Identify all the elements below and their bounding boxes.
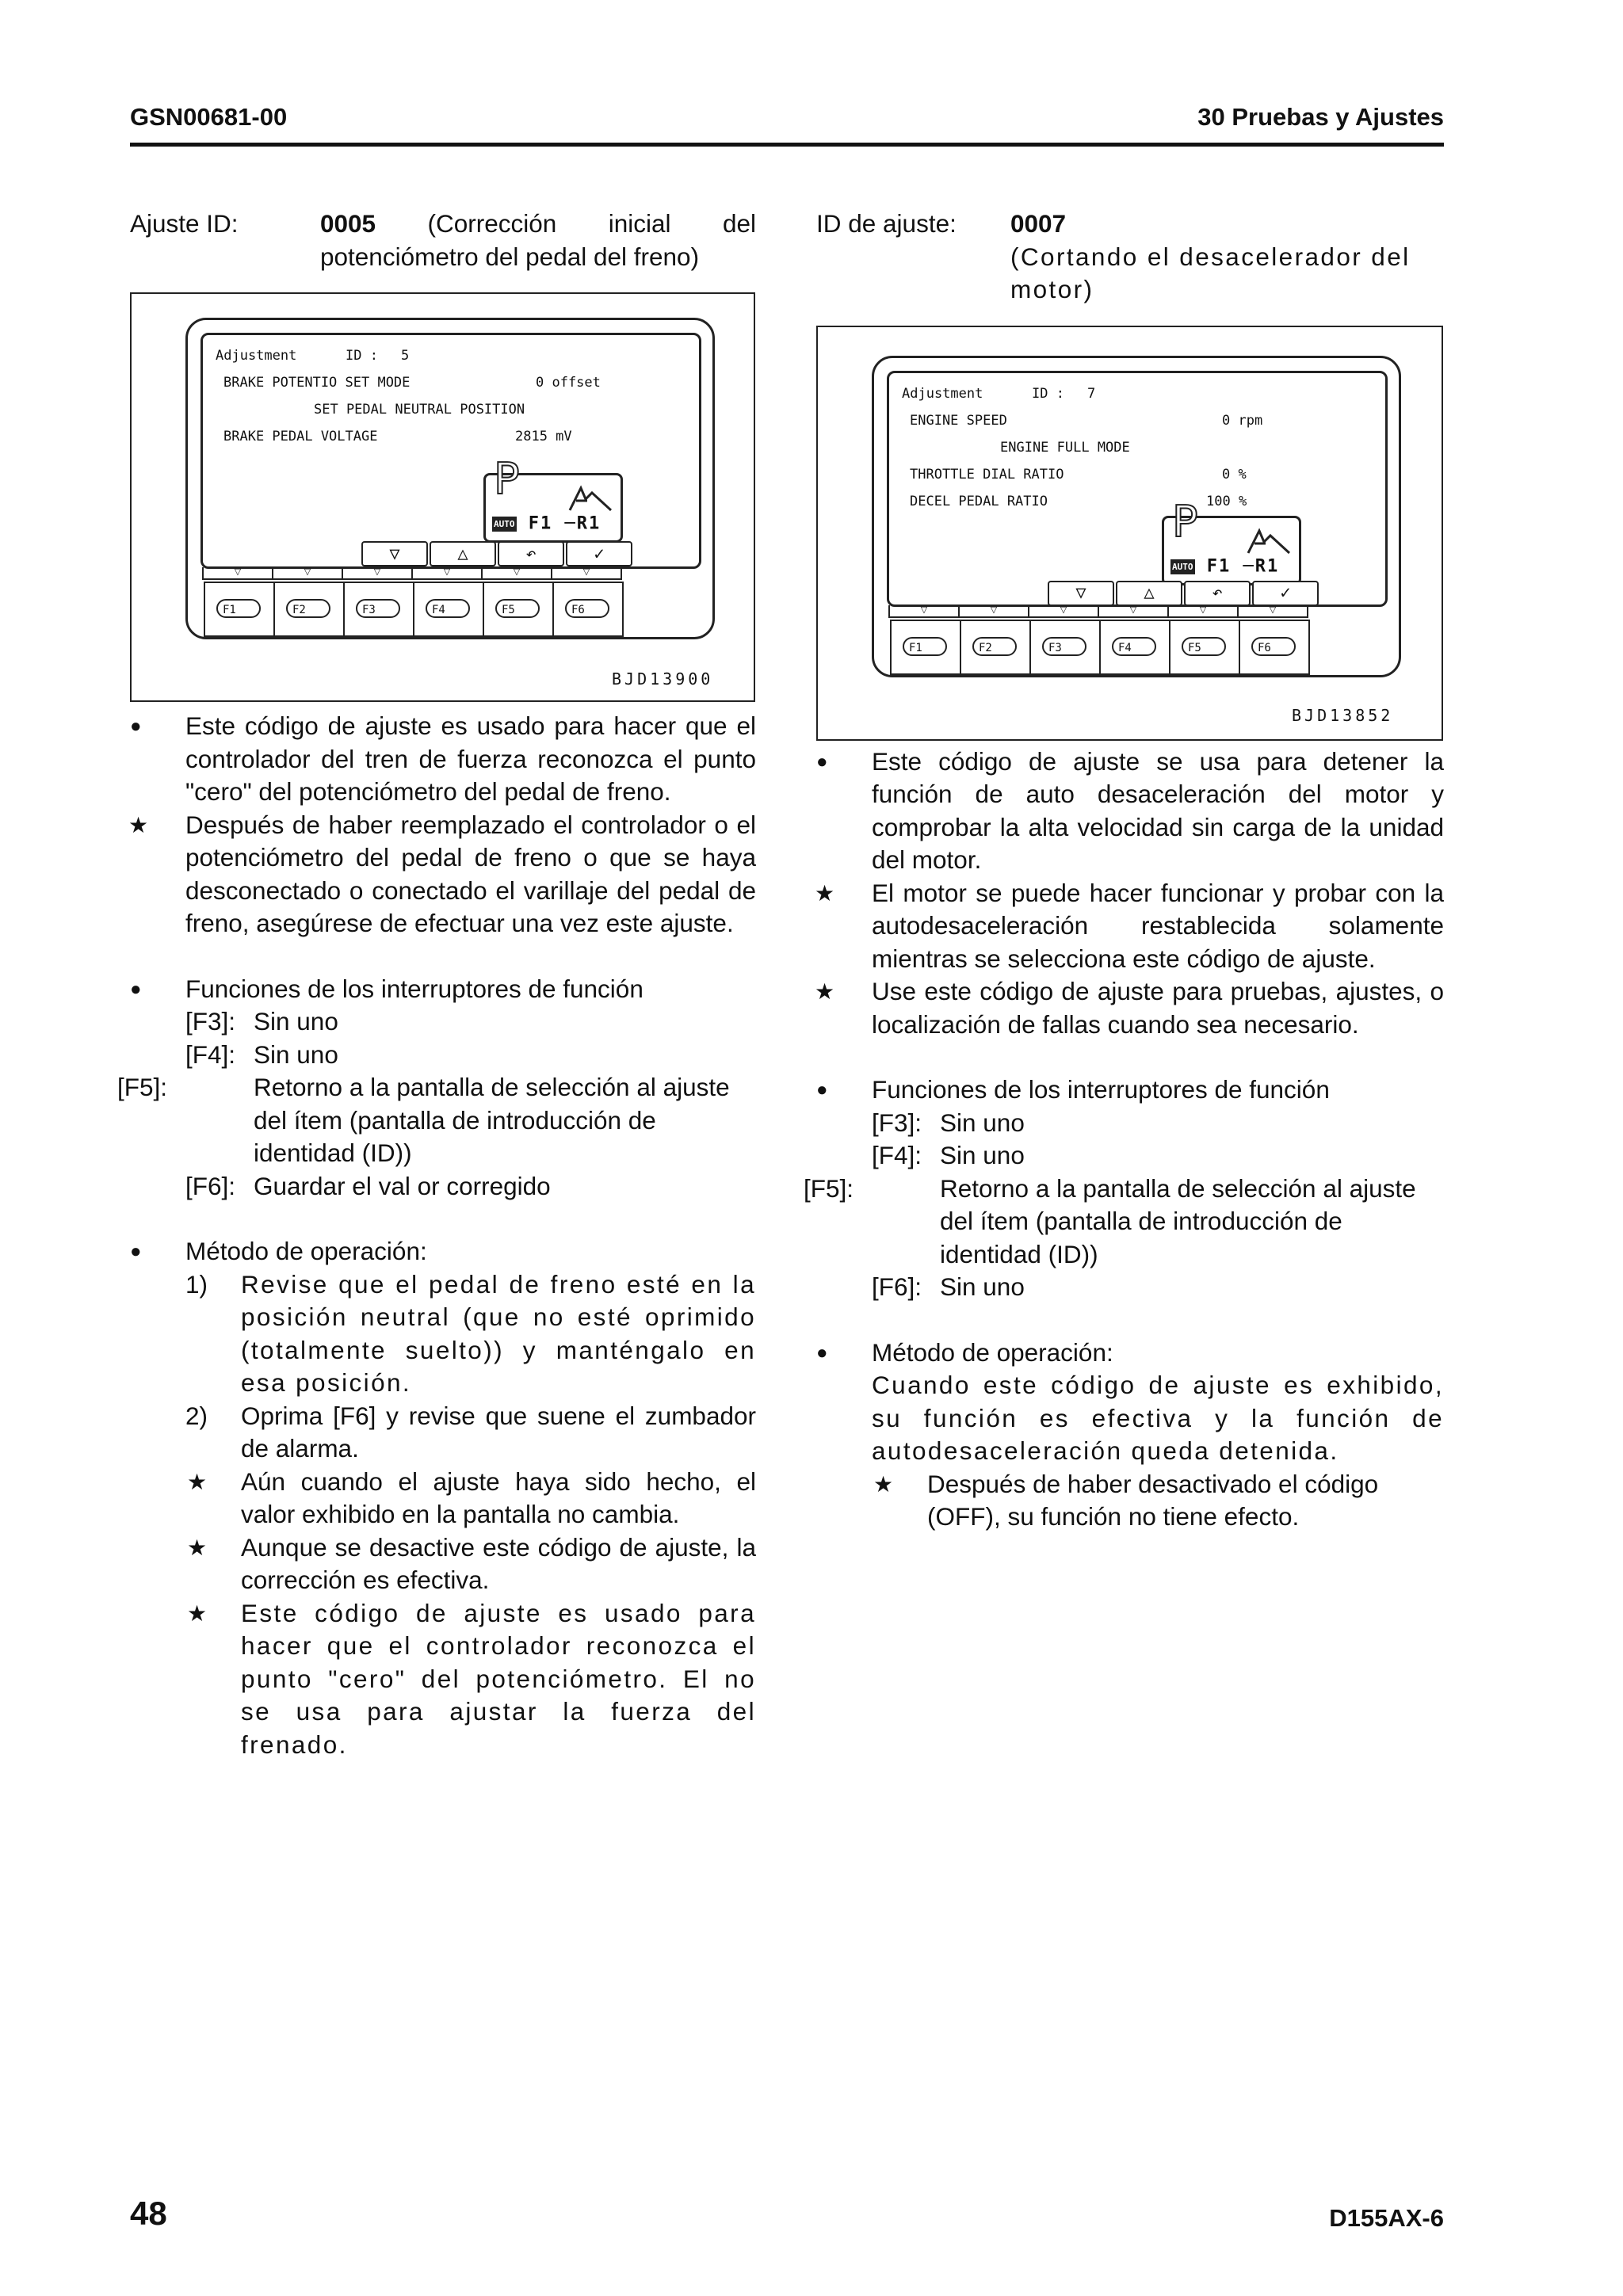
right-column [804, 208, 1444, 1534]
function-line-f3: [F3]: Sin uno [872, 1108, 1025, 1137]
gear-readout: AUTO F1 ─R1 [494, 513, 601, 534]
function-key-f5[interactable]: F5 [1169, 620, 1240, 675]
marker-triangle-icon: ▽ [1167, 605, 1239, 618]
function-keys [188, 582, 712, 635]
method-note: ★ Después de haber desactivado el código (OFF), su función no tiene efecto. [873, 1469, 1379, 1531]
marker-triangle-icon: ▽ [551, 567, 622, 580]
note-item: ★ Después de haber reemplazado el controlador o el potenciómetro del pedal de freno o que se haya desconectado o conectado el varillaje del pedal de freno, asegúrese de efectuar una vez este ajuste. [128, 810, 756, 937]
work-mode-icon [1247, 526, 1291, 556]
doc-code: GSN00681-00 [130, 103, 288, 131]
function-keys [874, 620, 1399, 673]
step-note: ★ Aunque se desactive este código de ajuste, la corrección es efectiva. [187, 1532, 756, 1594]
bullet-dot-icon: ● [816, 1079, 828, 1100]
screen-softkeys [203, 541, 699, 565]
adjustment-title [320, 208, 756, 273]
screen-mode-label: ENGINE FULL MODE [1000, 439, 1130, 456]
page-header [130, 101, 1444, 147]
park-indicator: P [1172, 496, 1198, 547]
page-number: 48 [130, 2195, 167, 2232]
function-line-f3: [F3]: Sin uno [185, 1007, 338, 1035]
method-heading: ● Método de operación: [130, 1235, 756, 1268]
page-footer [130, 2195, 1444, 2250]
up-arrow-icon[interactable]: △ [430, 541, 496, 566]
step-item: 2) Oprima [F6] y revise que suene el zumbador de alarma. [185, 1401, 756, 1463]
up-arrow-icon[interactable]: △ [1116, 581, 1182, 606]
down-arrow-icon[interactable]: ▽ [361, 541, 428, 566]
gear-reverse: R1 [576, 513, 601, 534]
note-item: ★ Use este código de ajuste para pruebas, ajustes, o localización de fallas cuando sea necesario. [815, 977, 1444, 1039]
adjustment-code: 0005 [320, 209, 376, 238]
screen-instruction: SET PEDAL NEUTRAL POSITION [314, 402, 525, 418]
function-line-f5: [F5]: Retorno a la pantalla de selección al ajuste del ítem (pantalla de introducción de identidad (ID)) [804, 1173, 1416, 1268]
marker-triangle-icon: ▽ [1098, 605, 1169, 618]
bullet-dot-icon: ● [130, 1241, 142, 1262]
star-icon: ★ [187, 1469, 208, 1494]
marker-triangle-icon: ▽ [481, 567, 552, 580]
screen-mode-value: 0 offset [536, 375, 601, 391]
adjustment-description: (Cortando el desacelerador del motor) [1010, 242, 1411, 303]
step-note: ★ Este código de ajuste es usado para hacer que el controlador reconozca el punto "cero" del potenciómetro. El no se usa para ajustar la fuerza del frenado. [187, 1598, 756, 1759]
bullet-item: ● Este código de ajuste se usa para detener la función de auto desaceleración del motor y comprobar la alta velocidad sin carga de la unidad del motor. [816, 746, 1444, 874]
adjustment-description: (Corrección inicial del potenciómetro del pedal del freno) [320, 209, 756, 271]
function-key-markers [888, 605, 1384, 620]
step-item: 1) Revise que el pedal de freno esté en la posición neutral (que no esté oprimido (totalmente suelto)) y manténgalo en esa posición. [185, 1269, 756, 1397]
bullet-dot-icon: ● [130, 978, 142, 1000]
bullet-dot-icon: ● [130, 715, 142, 737]
function-line-f4: [F4]: Sin uno [185, 1039, 338, 1069]
star-icon: ★ [815, 880, 835, 906]
function-line-f5: [F5]: Retorno a la pantalla de selección al ajuste del ítem (pantalla de introducción de identidad (ID)) [117, 1073, 730, 1167]
function-key-f3[interactable]: F3 [1029, 620, 1101, 675]
gear-indicator [483, 454, 623, 543]
adjustment-id-label: Ajuste ID: [130, 209, 239, 238]
function-line-f6: [F6]: Sin uno [872, 1272, 1025, 1301]
figure-label: BJD13900 [612, 669, 714, 688]
marker-triangle-icon: ▽ [888, 605, 960, 618]
function-line-f6: [F6]: Guardar el val or corregido [185, 1171, 551, 1200]
adjustment-heading [130, 208, 756, 273]
screen-decel-label: DECEL PEDAL RATIO [910, 493, 1048, 509]
screen-engine-speed-label: ENGINE SPEED [910, 412, 1007, 429]
function-key-f6[interactable]: F6 [552, 582, 624, 637]
function-key-f6[interactable]: F6 [1239, 620, 1310, 675]
screen-softkeys [889, 581, 1385, 605]
screen-engine-speed-value: 0 rpm [1222, 412, 1263, 429]
function-key-f1[interactable]: F1 [890, 620, 961, 675]
function-key-f5[interactable]: F5 [483, 582, 554, 637]
marker-triangle-icon: ▽ [958, 605, 1029, 618]
figure-label: BJD13852 [1292, 705, 1394, 725]
monitor-screen [200, 333, 701, 569]
gear-reverse: R1 [1254, 556, 1280, 576]
function-key-f4[interactable]: F4 [413, 582, 484, 637]
screen-throttle-value: 0 % [1222, 466, 1247, 482]
gear-forward: F1 [528, 513, 553, 534]
monitor-figure [130, 292, 755, 702]
screen-adjustment-label: Adjustment [216, 348, 297, 364]
note-item: ★ El motor se puede hacer funcionar y probar con la autodesaceleración restablecida solamente mientras se selecciona este código de ajuste. [815, 878, 1444, 973]
model-code: D155AX-6 [1329, 2204, 1444, 2232]
screen-voltage-value: 2815 mV [515, 429, 572, 444]
screen-decel-value: 100 % [1206, 493, 1247, 509]
down-arrow-icon[interactable]: ▽ [1048, 581, 1114, 606]
confirm-check-icon[interactable]: ✓ [566, 541, 632, 566]
screen-voltage-label: BRAKE PEDAL VOLTAGE [223, 429, 378, 444]
screen-throttle-label: THROTTLE DIAL RATIO [910, 466, 1064, 482]
return-icon[interactable]: ↶ [498, 541, 564, 566]
screen-adjustment-label: Adjustment [902, 385, 983, 402]
machine-monitor [872, 356, 1401, 677]
bullet-item: ● Este código de ajuste es usado para hacer que el controlador del tren de fuerza reconozca el punto "cero" del potenciómetro del pedal de freno. [130, 711, 756, 806]
machine-monitor [185, 318, 715, 639]
screen-id-label: ID : [1032, 385, 1064, 402]
section-title: 30 Pruebas y Ajustes [1197, 103, 1444, 131]
work-mode-icon [568, 483, 613, 513]
method-heading: ● Método de operación: [816, 1337, 1444, 1370]
function-line-f4: [F4]: Sin uno [872, 1141, 1025, 1169]
function-key-markers [202, 567, 698, 582]
star-icon: ★ [187, 1600, 208, 1626]
monitor-screen [887, 371, 1388, 607]
functions-heading: ● Funciones de los interruptores de función [816, 1074, 1444, 1107]
gear-forward: F1 [1206, 556, 1232, 576]
star-icon: ★ [815, 979, 835, 1004]
gear-readout: AUTO F1 ─R1 [1172, 556, 1280, 576]
bullet-dot-icon: ● [816, 750, 828, 772]
marker-triangle-icon: ▽ [272, 567, 343, 580]
auto-shift-icon: AUTO [1170, 559, 1195, 574]
screen-id-number: 5 [401, 348, 410, 364]
function-key-f1[interactable]: F1 [204, 582, 275, 637]
marker-triangle-icon: ▽ [342, 567, 413, 580]
bullet-dot-icon: ● [816, 1341, 828, 1363]
adjustment-id-label: ID de ajuste: [816, 209, 957, 238]
left-column [117, 208, 756, 1761]
function-key-f4[interactable]: F4 [1099, 620, 1170, 675]
marker-triangle-icon: ▽ [411, 567, 483, 580]
confirm-check-icon[interactable]: ✓ [1252, 581, 1319, 606]
marker-triangle-icon: ▽ [1237, 605, 1308, 618]
star-icon: ★ [187, 1535, 208, 1560]
return-icon[interactable]: ↶ [1184, 581, 1251, 606]
star-icon: ★ [128, 812, 149, 837]
park-indicator: P [494, 454, 520, 504]
adjustment-title [1010, 208, 1444, 307]
marker-triangle-icon: ▽ [202, 567, 273, 580]
marker-triangle-icon: ▽ [1028, 605, 1099, 618]
screen-mode-label: BRAKE POTENTIO SET MODE [223, 375, 411, 391]
function-key-f3[interactable]: F3 [343, 582, 414, 637]
monitor-figure [816, 326, 1443, 741]
star-icon: ★ [873, 1471, 894, 1497]
function-key-f2[interactable]: F2 [273, 582, 345, 637]
function-key-f2[interactable]: F2 [960, 620, 1031, 675]
auto-shift-icon: AUTO [492, 517, 517, 532]
screen-id-number: 7 [1087, 385, 1096, 402]
step-note: ★ Aún cuando el ajuste haya sido hecho, el valor exhibido en la pantalla no cambia. [187, 1466, 756, 1528]
functions-heading: ● Funciones de los interruptores de función [130, 973, 756, 1006]
screen-id-label: ID : [346, 348, 378, 364]
adjustment-heading [816, 208, 1444, 307]
method-text: Cuando este código de ajuste es exhibido, su función es efectiva y la función de autodesaceleración queda detenida. [872, 1371, 1444, 1465]
adjustment-code: 0007 [1010, 209, 1067, 238]
